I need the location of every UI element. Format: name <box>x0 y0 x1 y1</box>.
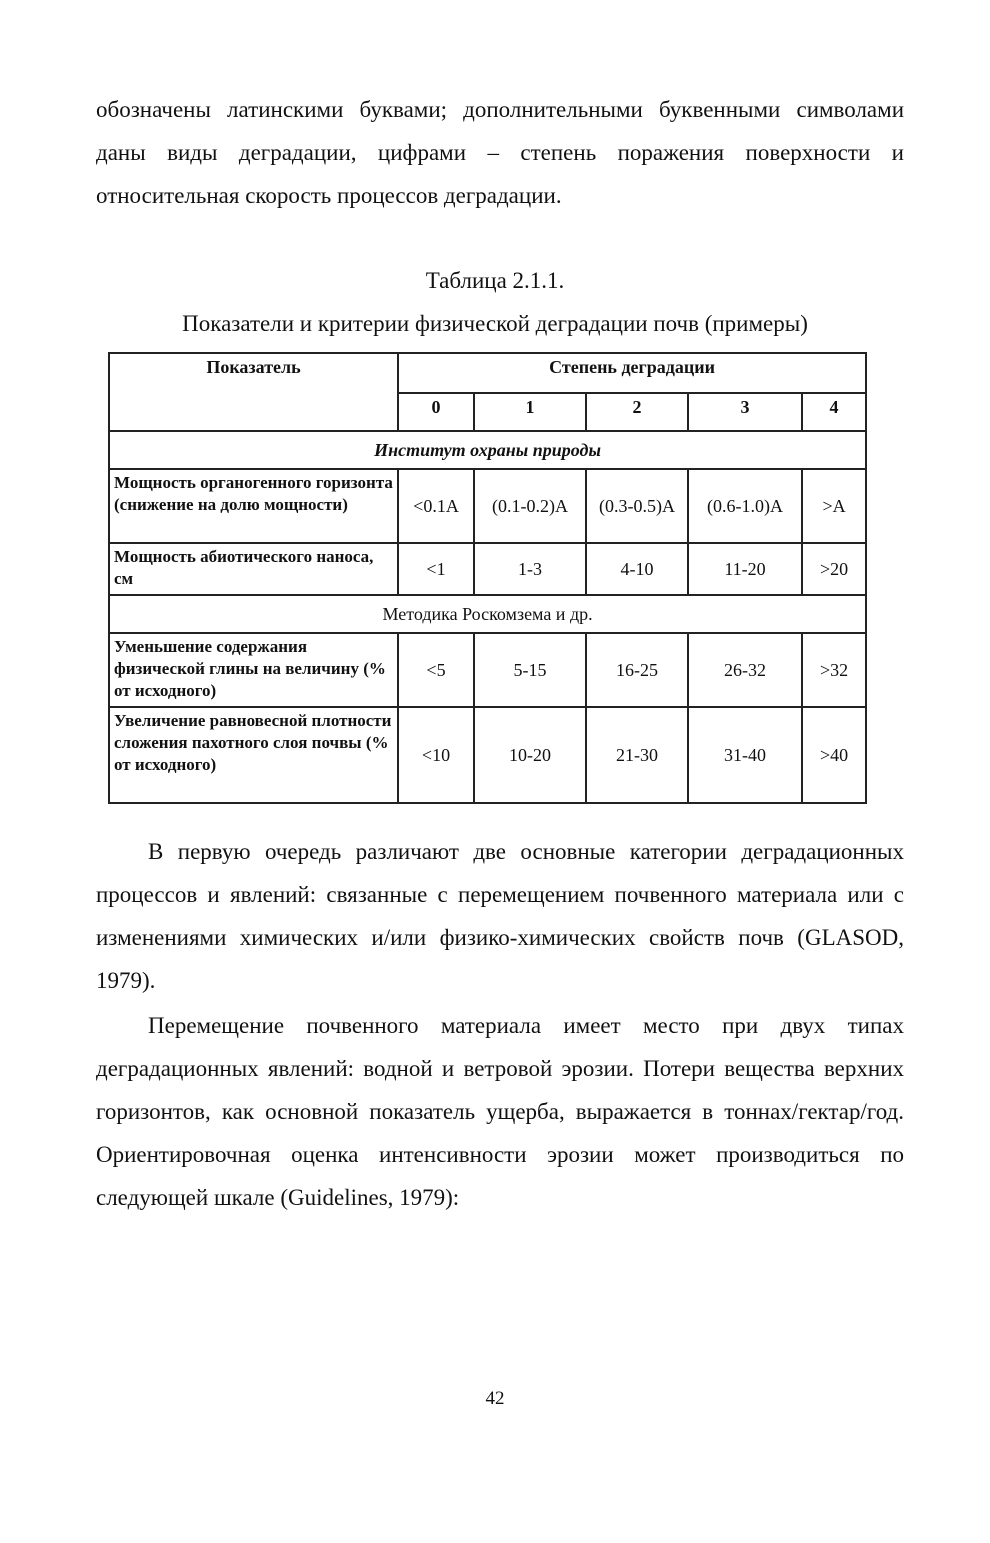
table-header-row <box>109 353 866 393</box>
table-cell: (0.1-0.2)A <box>474 469 586 543</box>
degree-0: 0 <box>398 393 474 431</box>
table-cell: 16-25 <box>586 633 688 707</box>
table-row <box>109 469 866 543</box>
erosion-paragraph: Перемещение почвенного материала имеет место при двух типах деградационных явлений: водной и ветровой эрозии. Потери вещества верхних горизонтов, как основной показатель ущерба, выражается в тоннах/гектар/год. Ориентировочная оценка интенсивности эрозии может производиться по следующей шкале (Guidelines, 1979): <box>96 1013 904 1210</box>
section-row <box>109 431 866 469</box>
degree-1: 1 <box>474 393 586 431</box>
table-cell: >40 <box>802 707 866 803</box>
table-cell: 4-10 <box>586 543 688 595</box>
table-title: Показатели и критерии физической деградации почв (примеры) <box>182 311 808 336</box>
table-cell: 1-3 <box>474 543 586 595</box>
table-number: Таблица 2.1.1. <box>425 268 565 293</box>
table-cell: 5-15 <box>474 633 586 707</box>
table-row <box>109 543 866 595</box>
table-cell: 31-40 <box>688 707 802 803</box>
table-cell: >A <box>802 469 866 543</box>
table-cell: (0.3-0.5)A <box>586 469 688 543</box>
degree-3: 3 <box>688 393 802 431</box>
table-cell: 11-20 <box>688 543 802 595</box>
table-cell: 10-20 <box>474 707 586 803</box>
intro-paragraph: обозначены латинскими буквами; дополнительными буквенными символами даны виды деградации, цифрами – степень поражения поверхности и относительная скорость процессов деградации. <box>96 97 904 208</box>
row-label: Уменьшение содержания физической глины на величину (% от исходного) <box>109 633 398 707</box>
categories-paragraph: В первую очередь различают две основные категории деградационных процессов и явлений: связанные с перемещением почвенного материала или с изменениями химических и/или физико-химических свойств почв (GLASOD, 1979). <box>96 839 904 993</box>
row-label: Мощность органогенного горизонта (снижение на долю мощности) <box>109 469 398 543</box>
table-cell: 21-30 <box>586 707 688 803</box>
degree-4: 4 <box>802 393 866 431</box>
table-cell: <0.1A <box>398 469 474 543</box>
degree-2: 2 <box>586 393 688 431</box>
header-indicator: Показатель <box>109 353 398 431</box>
table-cell: >32 <box>802 633 866 707</box>
row-label: Увеличение равновесной плотности сложения пахотного слоя почвы (% от исходного) <box>109 707 398 803</box>
table-cell: 26-32 <box>688 633 802 707</box>
table-cell: >20 <box>802 543 866 595</box>
section-institute: Институт охраны природы <box>109 431 866 469</box>
header-degree: Степень деградации <box>398 353 866 393</box>
table-cell: <1 <box>398 543 474 595</box>
table-row <box>109 633 866 707</box>
table-cell: <5 <box>398 633 474 707</box>
table-row <box>109 707 866 803</box>
criteria-table <box>108 352 867 804</box>
section-row <box>109 595 866 633</box>
page-number: 42 <box>485 1388 505 1409</box>
table-cell: (0.6-1.0)A <box>688 469 802 543</box>
row-label: Мощность абиотического наноса, см <box>109 543 398 595</box>
section-roskomzem: Методика Роскомзема и др. <box>109 595 866 633</box>
table-cell: <10 <box>398 707 474 803</box>
